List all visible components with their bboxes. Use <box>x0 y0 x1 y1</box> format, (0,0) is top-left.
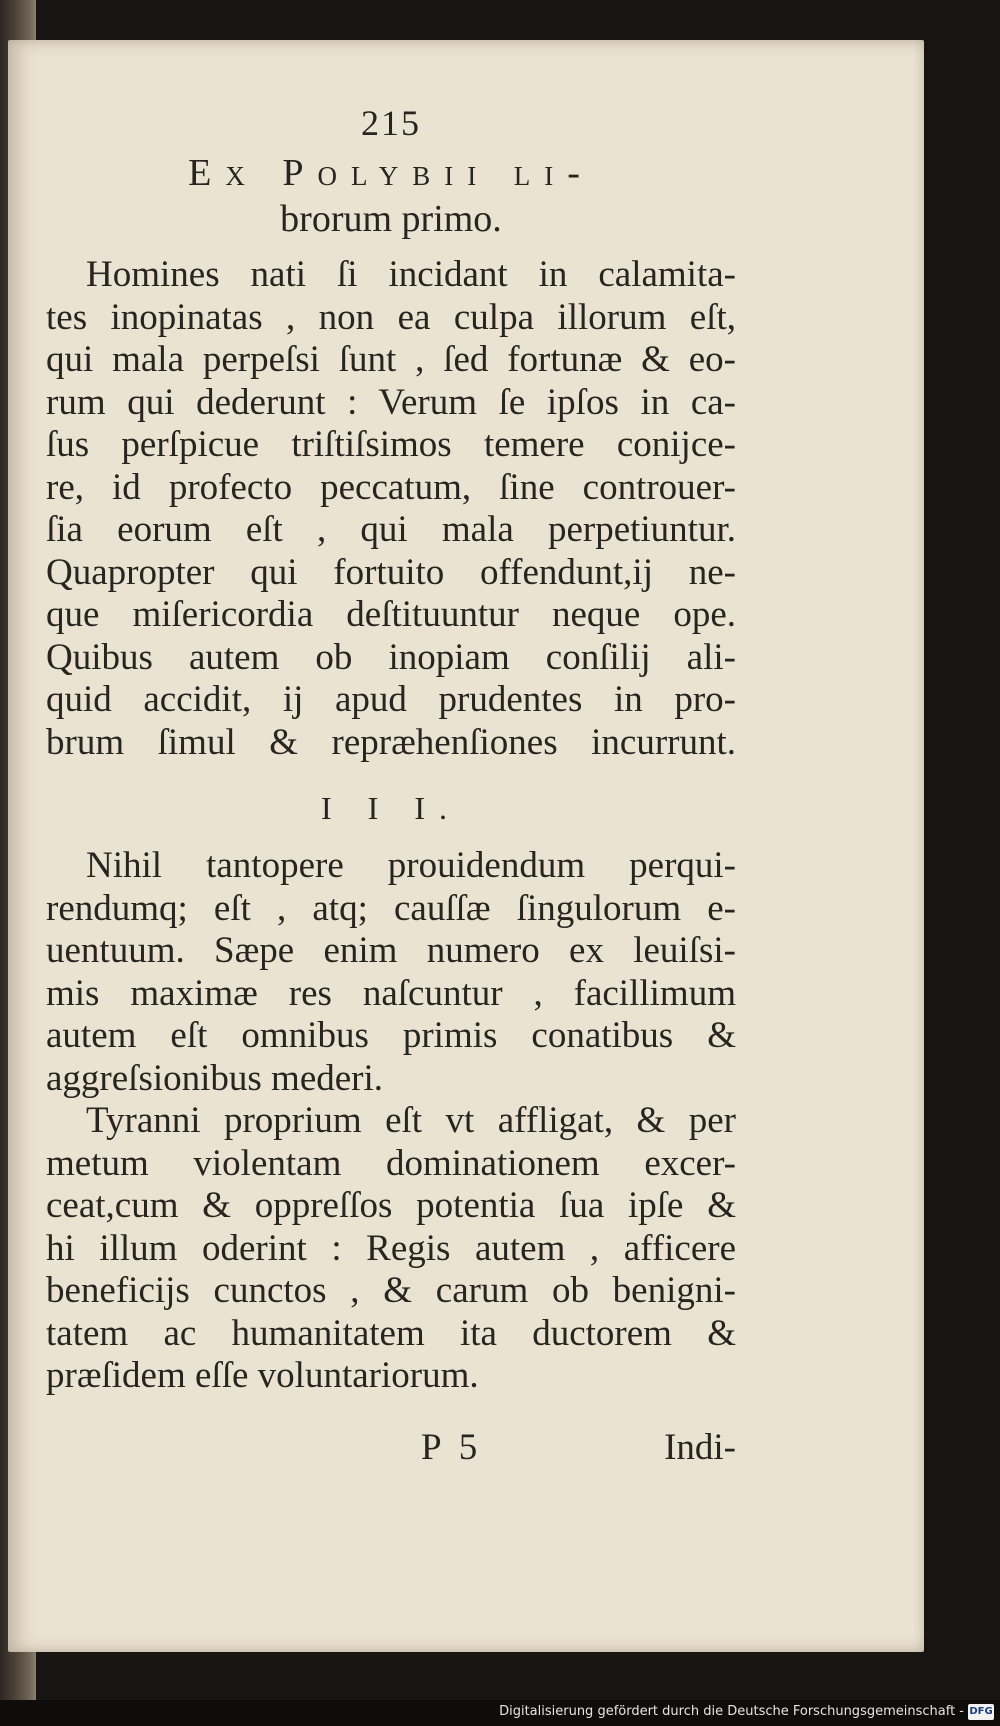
paragraph-2 <box>46 845 736 1100</box>
page-number: 215 <box>361 103 421 143</box>
text-line: Quibus autem ob inopiam conſilij ali- <box>46 636 736 678</box>
dfg-logo-icon: DFG <box>968 1704 994 1720</box>
text-line: brum ſimul & repræhenſiones incurrunt. <box>46 721 736 763</box>
text-line: que miſericordia deſtituuntur neque ope. <box>46 594 736 635</box>
text-line: qui mala perpeſsi ſunt , ſed fortunæ & eo- <box>46 339 736 380</box>
signature-row <box>46 1426 736 1470</box>
text-line: præſidem eſſe voluntariorum. <box>46 1355 479 1396</box>
text-line: uentuum. Sæpe enim numero ex leuiſsi- <box>46 930 736 971</box>
heading-line-2: brorum primo. <box>280 198 502 240</box>
text-line: metum violentam dominationem excer- <box>46 1142 736 1184</box>
text-line: aggreſsionibus mederi. <box>46 1057 384 1099</box>
text-line: re, id profecto peccatum, ſine controuer- <box>46 466 736 508</box>
paragraph-3 <box>46 1100 736 1398</box>
chapter-heading <box>46 150 736 242</box>
text-line: rum qui dederunt : Verum ſe ipſos in ca- <box>46 381 736 423</box>
catchword: Indi- <box>664 1426 736 1468</box>
text-line: ſia eorum eſt , qui mala perpetiuntur. <box>46 509 736 550</box>
signature-mark: P 5 <box>421 1426 478 1468</box>
text-line: Nihil tantopere prouidendum perqui- <box>86 845 736 886</box>
digitization-credit: Digitalisierung gefördert durch die Deutsche Forschungsgemeinschaft - <box>499 1704 964 1719</box>
text-line: Quapropter qui fortuito offendunt,ij ne- <box>46 551 736 593</box>
text-line: Homines nati ſi incidant in calamita- <box>86 254 736 295</box>
text-line: ſus perſpicue triſtiſsimos temere conijce- <box>46 424 736 465</box>
heading-line-1: Ex Polybii li- <box>188 152 594 194</box>
paragraph-1 <box>46 254 736 764</box>
section-number: I I I. <box>321 790 461 826</box>
text-line: hi illum oderint : Regis autem , afficere <box>46 1227 736 1269</box>
page-content <box>46 102 736 1470</box>
text-line: tes inopinatas , non ea culpa illorum eſt, <box>46 296 736 338</box>
text-line: rendumq; eſt , atq; cauſſæ ſingulorum e- <box>46 887 736 929</box>
text-line: ceat,cum & oppreſſos potentia ſua ipſe & <box>46 1185 736 1226</box>
book-page <box>8 40 924 1652</box>
text-line: beneficijs cunctos , & carum ob benigni- <box>46 1270 736 1311</box>
text-line: mis maximæ res naſcuntur , facillimum <box>46 972 736 1014</box>
text-line: Tyranni proprium eſt vt affligat, & per <box>86 1100 736 1141</box>
text-line: autem eſt omnibus primis conatibus & <box>46 1015 736 1056</box>
text-line: tatem ac humanitatem ita ductorem & <box>46 1312 736 1354</box>
text-line: quid accidit, ij apud prudentes in pro- <box>46 679 736 720</box>
